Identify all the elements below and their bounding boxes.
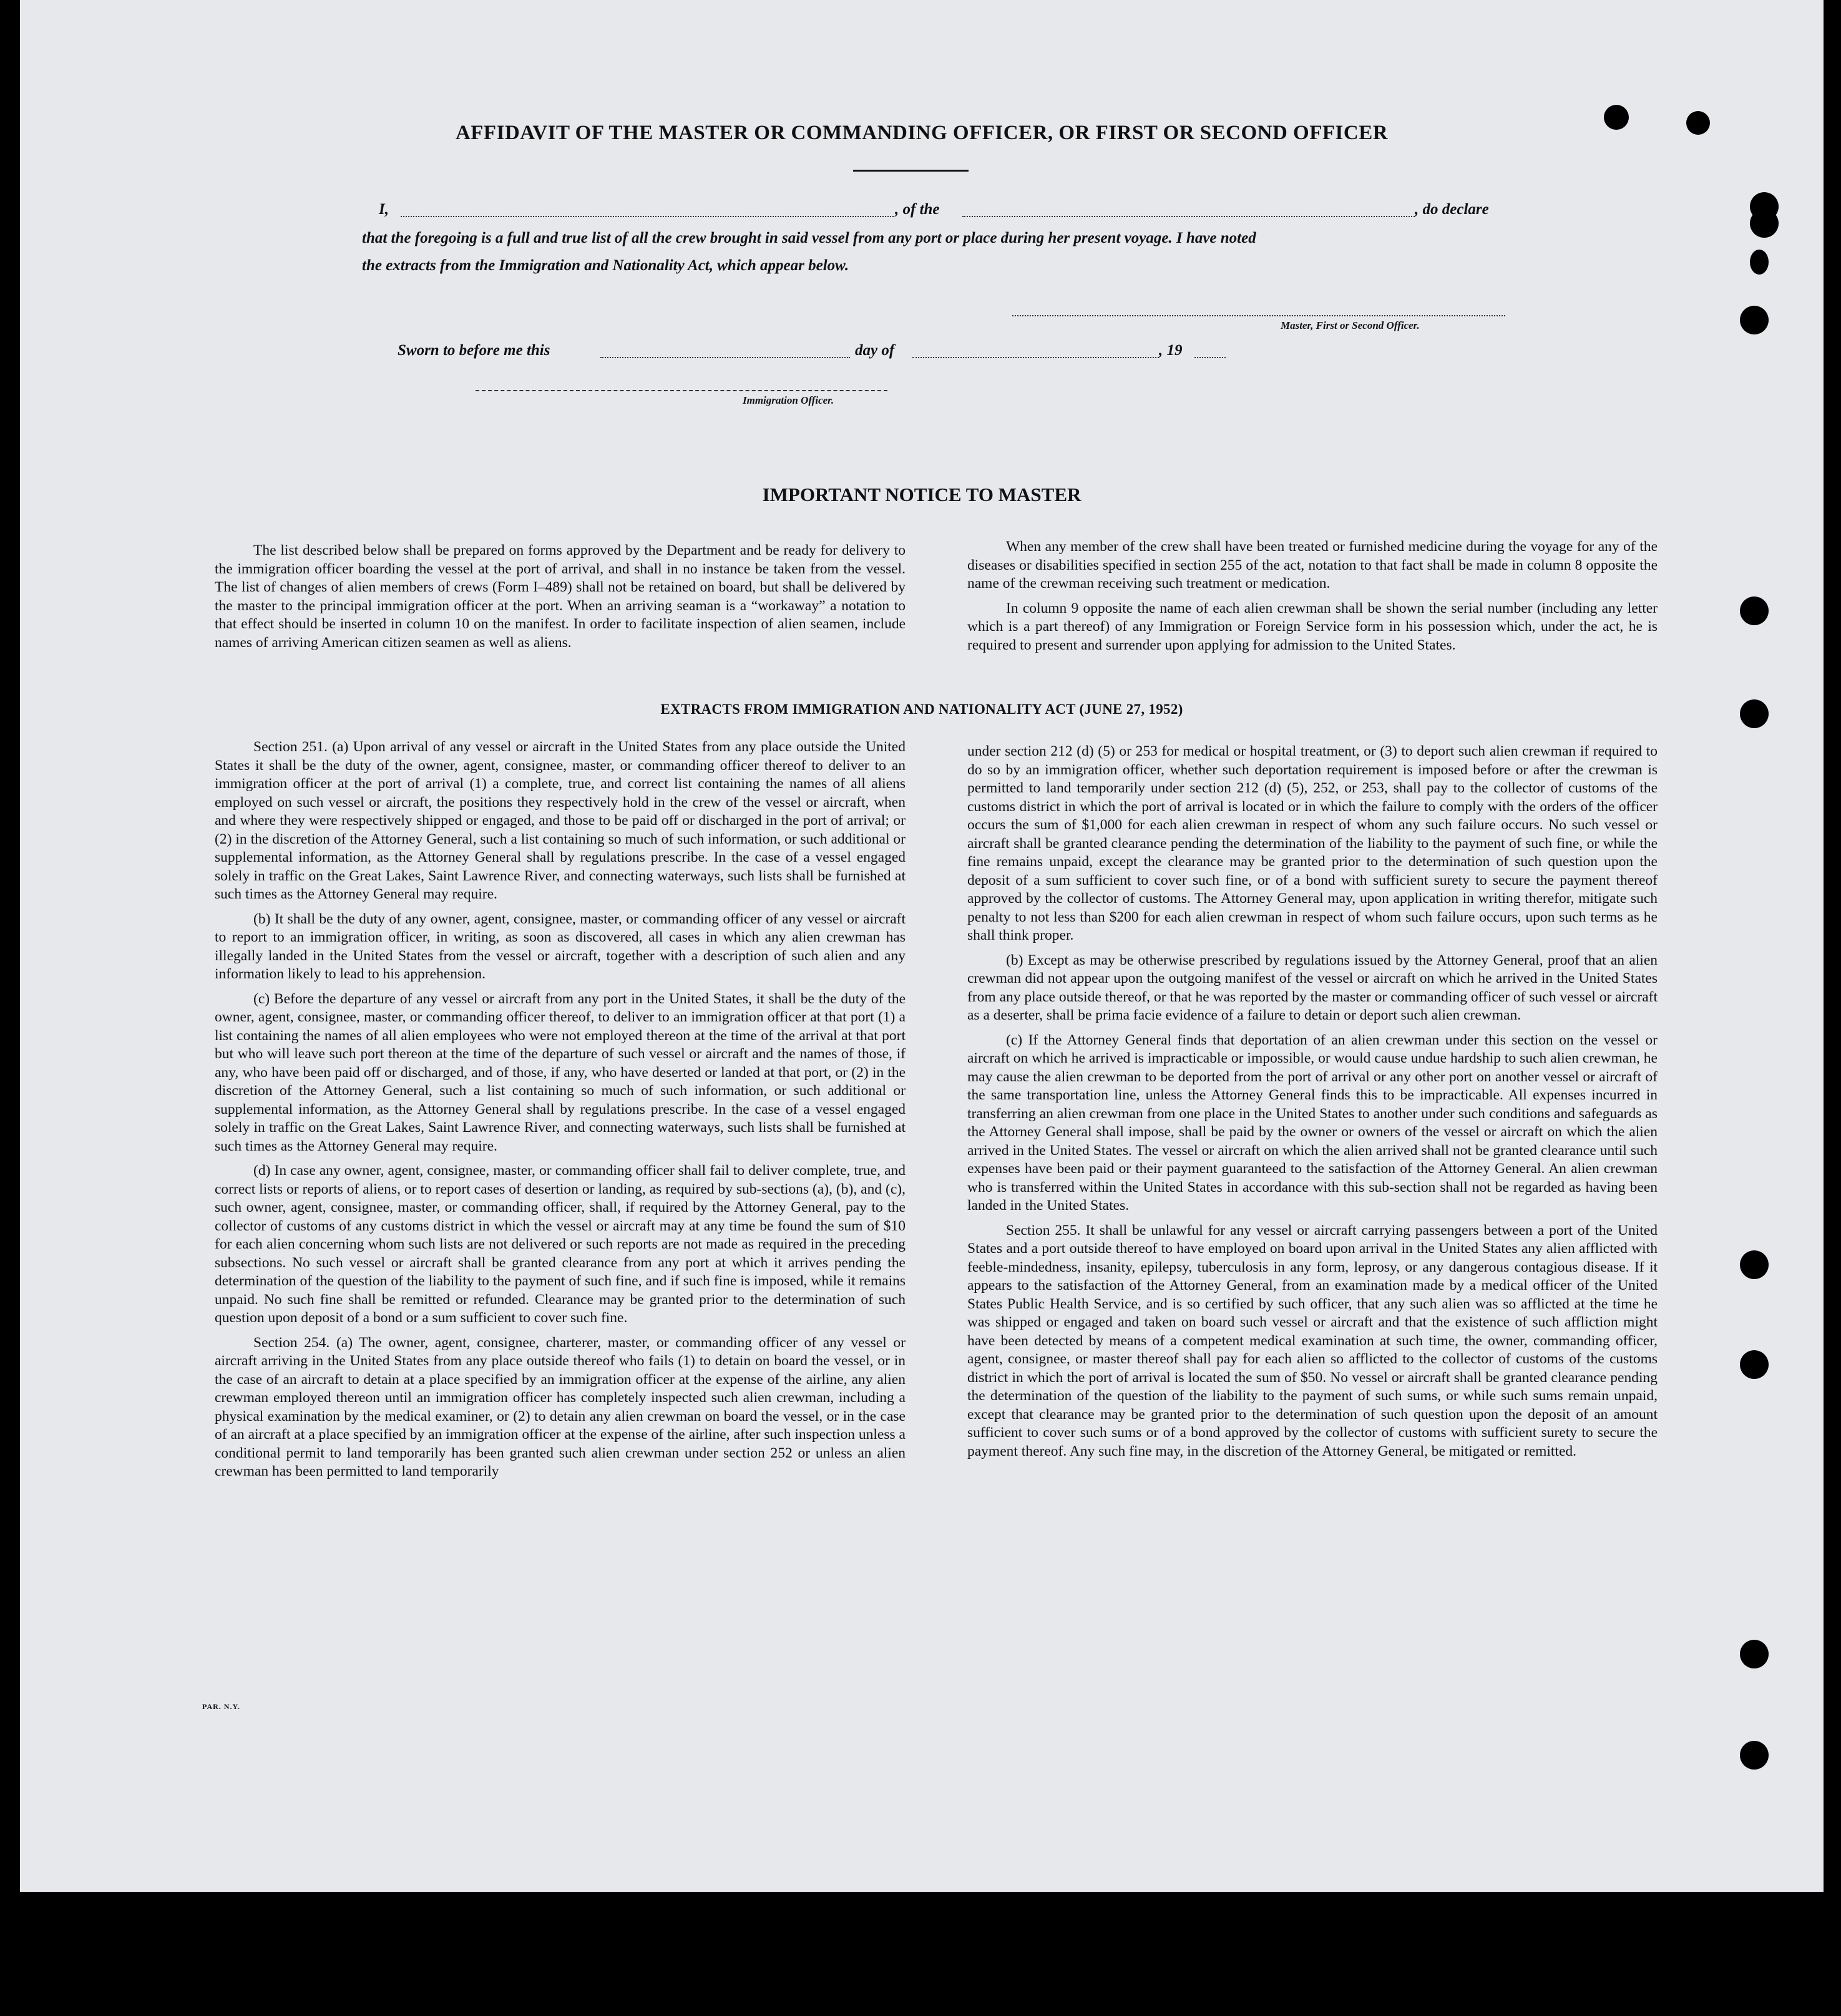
notice-left-column xyxy=(215,542,906,658)
affidavit-title: AFFIDAVIT OF THE MASTER OR COMMANDING OFFICER, OR FIRST OR SECOND OFFICER xyxy=(455,122,1389,144)
section-paragraph: under section 212 (d) (5) or 253 for medical or hospital treatment, or (3) to deport such alien crewman if required to do so by an immigration officer, whether such deportation requirement is imposed before or after the crewman is permitted to land temporarily under section 212 (d) (5), 252, or 253, shall pay to the collector of customs of the customs district in which the port of arrival is located or in which the failure to comply with the orders of the officer occurs the sum of $1,000 for each alien crewman in respect of whom any such failure occurs. No such vessel or aircraft shall be granted clearance pending the determination of the liability to the payment of such fine, or while the fine remains unpaid, except the clearance may be granted prior to the determination of such question upon the deposit of a sum sufficient to cover such fine, or of a bond with sufficient surety to secure the payment thereof approved by the collector of customs. The Attorney General may, upon application in writing therefor, mitigate such penalty to not less than $200 for each alien crewman in respect of whom such failure occurs, upon such terms as he shall think proper. xyxy=(967,743,1658,943)
printer-mark: PAR. N.Y. xyxy=(202,1702,241,1711)
binder-hole xyxy=(1740,1741,1769,1770)
section-paragraph: Section 255. It shall be unlawful for any vessel or aircraft carrying passengers between a port of the United States and a port outside thereof to have employed on board upon arrival in the United States any alien afflicted with feeble-mindedness, insanity, epilepsy, tuberculosis in any form, leprosy, or any dangerous contagious disease. If it appears to the satisfaction of the Attorney General, from an examination made by a medical officer of the United States Public Health Service, and is so certified by such officer, that any such alien was so afflicted at the time he was shipped or engaged and taken on board such vessel or aircraft and that the existence of such affliction might have been detected by means of a competent medical examination at such time, the owner, commanding officer, agent, consignee, or master thereof shall pay for each alien so afflicted to the collector of customs of the customs district in which the port of arrival is located the sum of $50. No vessel or aircraft shall be granted clearance pending the determination of the question of the liability to the payment of such sums, or while such sums remain unpaid, except that clearance may be granted prior to the determination of such question upon the deposit of an amount sufficient to cover such sums or of a bond approved by the collector of customs with sufficient surety to secure the payment thereof. Any such fine may, in the discretion of the Attorney General, be mitigated or remitted. xyxy=(967,1222,1658,1459)
master-signature-label: Master, First or Second Officer. xyxy=(1281,319,1420,331)
declaration-line-2: that the foregoing is a full and true list of all the crew brought in said vessel from any port or place during her present voyage. I have noted xyxy=(362,230,1256,246)
declarant-name-field[interactable] xyxy=(401,216,894,217)
form-page xyxy=(20,0,1824,1892)
notice-right-column xyxy=(967,538,1658,661)
binder-hole xyxy=(1740,1350,1769,1379)
notice-paragraph: When any member of the crew shall have been treated or furnished medicine during the voyage for any of the diseases or disabilities specified in section 255 of the act, notation to that fact shall be made in column 8 opposite the name of the crewman receiving such treatment or medication. xyxy=(967,538,1658,592)
declaration-line-3: the extracts from the Immigration and Nationality Act, which appear below. xyxy=(362,257,849,274)
section-paragraph: Section 254. (a) The owner, agent, consignee, charterer, master, or commanding officer of any vessel or aircraft arriving in the United States from any place outside thereof who fails (1) to detain on board the vessel, or in the case of an aircraft to detain at a place specified by an immigration officer at the expense of the airline, any alien crewman employed thereon until an immigration officer has completely inspected such alien crewman, including a physical examination by the medical examiner, or (2) to detain any alien crewman on board the vessel, or in the case of an aircraft at a place specified by an immigration officer at the expense of the airline, after such inspection unless a conditional permit to land temporarily has been granted such alien crewman under section 252 or unless an alien crewman has been permitted to land temporarily xyxy=(215,1334,906,1479)
extracts-left-column xyxy=(215,738,906,1488)
sworn-date-field[interactable] xyxy=(600,357,850,358)
year-prefix-label: , 19 xyxy=(1159,342,1183,359)
section-paragraph: Section 251. (a) Upon arrival of any vessel or aircraft in the United States from any place outside the United States it shall be the duty of the owner, agent, consignee, master, or commanding officer thereof to deliver to an immigration officer at the port of arrival (1) a complete, true, and correct list containing the names of all aliens employed on such vessel or aircraft, the positions they respectively hold in the crew of the vessel or aircraft, when and where they were respectively shipped or engaged, and those to be paid off or discharged in the port of arrival; or (2) in the discretion of the Attorney General, such a list containing so much of such information, or such additional or supplemental information, as the Attorney General shall by regulations prescribe. In the case of a vessel engaged solely in traffic on the Great Lakes, Saint Lawrence River, and connecting waterways, such lists shall be furnished at such times as the Attorney General may require. xyxy=(215,739,906,902)
declaration-do-declare: , do declare xyxy=(1415,201,1489,218)
binder-hole xyxy=(1740,597,1769,625)
sworn-year-field[interactable] xyxy=(1194,357,1226,358)
section-paragraph: (c) If the Attorney General finds that deportation of an alien crewman under this section on the vessel or aircraft on which he arrived is impracticable or impossible, or would cause undue hardship to such alien crewman, he may cause the alien crewman to be deported from the port of arrival or any other port on another vessel or aircraft of the same transportation line, unless the Attorney General finds this to be impracticable. All expenses incurred in transferring an alien crewman from one place in the United States to another under such conditions and safeguards as the Attorney General shall impose, shall be paid by the owner or owners of the vessel or aircraft on which the alien arrived in the United States. The vessel or aircraft on which the alien arrived shall not be granted clearance until such expenses have been paid or their payment guaranteed to the satisfaction of the Attorney General. An alien crewman who is transferred within the United States in accordance with this sub-section shall not be regarded as having been landed in the United States. xyxy=(967,1031,1658,1214)
officer-signature-field[interactable] xyxy=(476,390,887,391)
notice-paragraph: The list described below shall be prepared on forms approved by the Department and be ready for delivery to the immigration officer boarding the vessel at the port of arrival, and shall in no instance be taken from the vessel. The list of changes of alien members of crews (Form I–489) shall not be retained on board, but shall be delivered by the master to the principal immigration officer at the port. When an arriving seaman is a “workaway” a notation to that effect should be inserted in column 10 on the manifest. In order to facilitate inspection of alien seamen, include names of arriving American citizen seamen as well as aliens. xyxy=(215,542,906,651)
notice-title: IMPORTANT NOTICE TO MASTER xyxy=(762,484,1082,505)
binder-hole xyxy=(1750,209,1779,238)
binder-hole xyxy=(1740,1640,1769,1668)
binder-hole xyxy=(1750,250,1769,275)
title-divider xyxy=(853,170,969,172)
section-paragraph: (c) Before the departure of any vessel or aircraft from any port in the United States, it shall be the duty of the owner, agent, consignee, master, or commanding officer thereof, to deliver to an immigration officer at that port (1) a list containing the names of all alien employees who were not employed thereon at the time of the arrival at that port but who will leave such port thereon at the time of the departure of such vessel or aircraft and the names of those, if any, who have been paid off or discharged, and of those, if any, who have deserted or landed at that port, or (2) in the discretion of the Attorney General, such a list containing so much of such information, or such additional or supplemental information, as the Attorney General shall by regulations prescribe. In the case of a vessel engaged solely in traffic on the Great Lakes, Saint Lawrence River, and connecting waterways, such lists shall be furnished at such times as the Attorney General may require. xyxy=(215,990,906,1154)
extracts-title: EXTRACTS FROM IMMIGRATION AND NATIONALITY ACT (JUNE 27, 1952) xyxy=(660,701,1183,717)
section-paragraph: (b) Except as may be otherwise prescribed by regulations issued by the Attorney General, proof that an alien crewman did not appear upon the outgoing manifest of the vessel or aircraft on which he arrived in the United States from any place outside thereof, or that he was reported by the master or commanding officer of such vessel or aircraft as a deserter, shall be prima facie evidence of a failure to detain or deport such alien crewman. xyxy=(967,952,1658,1023)
binder-hole xyxy=(1740,1250,1769,1279)
day-of-label: day of xyxy=(855,342,895,359)
officer-signature-label: Immigration Officer. xyxy=(743,394,834,406)
declaration-of-the: , of the xyxy=(895,201,940,218)
extracts-right-column xyxy=(967,743,1658,1467)
binder-hole xyxy=(1740,306,1769,334)
sworn-label: Sworn to before me this xyxy=(398,342,550,359)
section-paragraph: (b) It shall be the duty of any owner, agent, consignee, master, or commanding officer of any vessel or aircraft to report to an immigration officer, in writing, as soon as discovered, all cases in which any alien crewman has illegally landed in the United States from the vessel or aircraft, together with a description of such alien and any information likely to lead to his apprehension. xyxy=(215,910,906,982)
vessel-name-field[interactable] xyxy=(962,216,1415,217)
sworn-month-field[interactable] xyxy=(912,357,1159,358)
section-paragraph: (d) In case any owner, agent, consignee, master, or commanding officer shall fail to deliver complete, true, and correct lists or reports of aliens, or to report cases of desertion or landing, as required by sub-sections (a), (b), and (c), such owner, agent, consignee, master, or commanding officer, shall, if required by the Attorney General, pay to the collector of customs of any customs district in which the vessel or aircraft may at any time be found the sum of $10 for each alien concerning whom such lists are not delivered or such reports are not made as required in the preceding subsections. No such vessel or aircraft shall be granted clearance from any port at which it arrives pending the determination of the question of the liability to the payment of such fine, and if such fine is imposed, while it remains unpaid. No such fine shall be remitted or refunded. Clearance may be granted prior to the determination of such question upon deposit of a bond or a sum sufficient to cover such fine. xyxy=(215,1162,906,1326)
master-signature-field[interactable] xyxy=(1012,315,1505,316)
declaration-i-label: I, xyxy=(379,201,389,218)
notice-paragraph: In column 9 opposite the name of each alien crewman shall be shown the serial number (including any letter which is a part thereof) of any Immigration or Foreign Service form in his possession which, under the act, he is required to present and surrender upon applying for admission to the United States. xyxy=(967,600,1658,653)
